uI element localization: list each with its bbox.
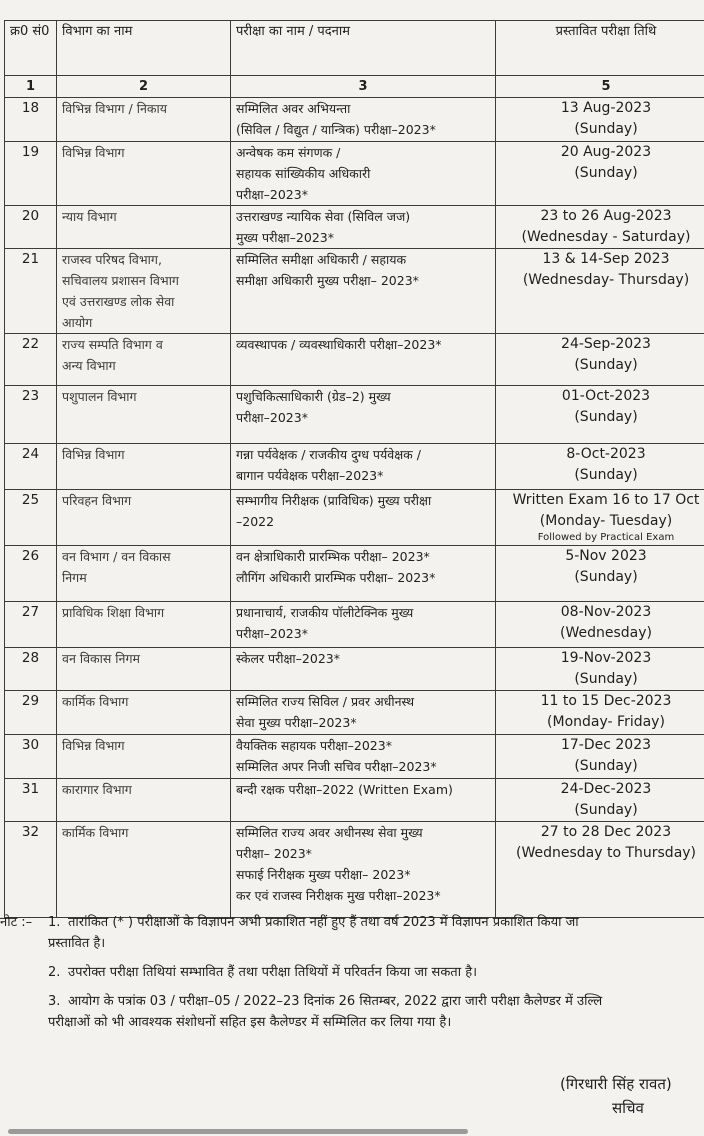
department-cell: [57, 691, 231, 735]
department-cell: [57, 779, 231, 822]
header-exam-name: परीक्षा का नाम / पदनाम: [231, 21, 496, 76]
serial-no-cell: 25: [5, 490, 57, 546]
exam-name-line: सेवा मुख्य परीक्षा–2023*: [236, 715, 357, 730]
department-line: विभिन्न विभाग / निकाय: [62, 101, 167, 116]
serial-no-cell: 28: [5, 648, 57, 691]
exam-date-line: 5-Nov 2023: [565, 548, 647, 564]
exam-name-cell: [231, 334, 496, 386]
exam-date-cell: [496, 386, 704, 444]
department-cell: [57, 98, 231, 142]
department-line: न्याय विभाग: [62, 209, 117, 224]
department-line: प्राविधिक शिक्षा विभाग: [62, 605, 165, 620]
exam-name-line: व्यवस्थापक / व्यवस्थाधिकारी परीक्षा–2023*: [236, 337, 442, 352]
exam-date-line: (Monday- Tuesday): [539, 513, 673, 529]
serial-no-cell: 20: [5, 206, 57, 249]
table-row: [5, 98, 704, 142]
department-cell: [57, 822, 231, 918]
exam-name-line: वन क्षेत्राधिकारी प्रारम्भिक परीक्षा– 2023*: [236, 549, 430, 564]
column-number: 5: [496, 76, 704, 98]
table-row: [5, 444, 704, 490]
table-row: [5, 490, 704, 546]
exam-date-line: 24-Sep-2023: [561, 336, 651, 352]
table-row: [5, 142, 704, 206]
column-number: 3: [231, 76, 496, 98]
header-serial-no: क्र0 सं0: [5, 21, 57, 76]
exam-name-cell: [231, 602, 496, 648]
note-text: प्रस्तावित है।: [48, 936, 106, 951]
department-line: विभिन्न विभाग: [62, 145, 125, 160]
note-number: 2.: [48, 965, 61, 980]
table-row: [5, 602, 704, 648]
table-row: [5, 249, 704, 334]
exam-calendar-table: [4, 20, 704, 918]
exam-date-line: 13 Aug-2023: [560, 100, 652, 116]
exam-date-line: (Monday- Friday): [547, 714, 665, 730]
signature-block: [560, 1072, 672, 1120]
exam-date-line: 20 Aug-2023: [560, 144, 652, 160]
exam-date-line: (Sunday): [574, 467, 638, 483]
exam-date-line: (Sunday): [574, 802, 638, 818]
exam-date-line: (Sunday): [574, 409, 638, 425]
department-line: वन विकास निगम: [62, 651, 140, 666]
department-line: कार्मिक विभाग: [62, 825, 129, 840]
exam-date-cell: [496, 249, 704, 334]
serial-no-cell: 22: [5, 334, 57, 386]
exam-date-line: (Sunday): [574, 357, 638, 373]
exam-date-line: (Sunday): [574, 758, 638, 774]
serial-no-cell: 24: [5, 444, 57, 490]
exam-name-line: (सिविल / विद्युत / यान्त्रिक) परीक्षा–2023*: [236, 122, 436, 137]
exam-name-line: प्रधानाचार्य, राजकीय पॉलीटेक्निक मुख्य: [236, 605, 414, 620]
exam-date-cell: [496, 735, 704, 779]
exam-name-line: बागान पर्यवेक्षक परीक्षा–2023*: [236, 468, 384, 483]
exam-name-line: परीक्षा– 2023*: [236, 846, 312, 861]
exam-date-cell: [496, 691, 704, 735]
exam-date-line: 13 & 14-Sep 2023: [542, 251, 670, 267]
exam-name-cell: [231, 249, 496, 334]
signatory-designation: सचिव: [612, 1099, 644, 1117]
department-line: विभिन्न विभाग: [62, 738, 125, 753]
exam-date-line: (Sunday): [574, 165, 638, 181]
department-cell: [57, 334, 231, 386]
column-number-row: [5, 76, 704, 98]
exam-date-cell: [496, 334, 704, 386]
exam-name-cell: [231, 648, 496, 691]
exam-name-line: सम्मिलित अपर निजी सचिव परीक्षा–2023*: [236, 759, 437, 774]
exam-name-line: परीक्षा–2023*: [236, 187, 308, 202]
serial-no-cell: 19: [5, 142, 57, 206]
exam-name-line: कर एवं राजस्व निरीक्षक मुख परीक्षा–2023*: [236, 888, 441, 903]
serial-no-cell: 23: [5, 386, 57, 444]
exam-date-note: Followed by Practical Exam: [537, 532, 675, 543]
exam-name-cell: [231, 546, 496, 602]
serial-no-cell: 29: [5, 691, 57, 735]
exam-date-line: (Wednesday): [560, 625, 652, 641]
exam-date-line: 08-Nov-2023: [560, 604, 652, 620]
exam-name-cell: [231, 206, 496, 249]
exam-name-line: परीक्षा–2023*: [236, 626, 308, 641]
department-cell: [57, 206, 231, 249]
note-number: 1.: [48, 915, 61, 930]
department-cell: [57, 386, 231, 444]
table-row: [5, 334, 704, 386]
table-row: [5, 691, 704, 735]
exam-name-line: मुख्य परीक्षा–2023*: [236, 230, 334, 245]
signatory-name: (गिरधारी सिंह रावत): [560, 1075, 672, 1093]
exam-date-line: 23 to 26 Aug-2023: [540, 208, 672, 224]
column-number: 2: [57, 76, 231, 98]
serial-no-cell: 27: [5, 602, 57, 648]
exam-name-line: पशुचिकित्साधिकारी (ग्रेड–2) मुख्य: [236, 389, 391, 404]
department-line: वन विभाग / वन विकास: [62, 549, 171, 564]
serial-no-cell: 26: [5, 546, 57, 602]
header-department: विभाग का नाम: [57, 21, 231, 76]
note-item: [0, 912, 704, 954]
header-row: [5, 21, 704, 76]
exam-date-line: 27 to 28 Dec 2023: [540, 824, 672, 840]
department-line: राजस्व परिषद विभाग,: [62, 252, 162, 267]
exam-name-cell: [231, 142, 496, 206]
department-cell: [57, 735, 231, 779]
note-number: 3.: [48, 994, 61, 1009]
note-item: [0, 962, 704, 983]
department-line: निगम: [62, 570, 87, 585]
department-cell: [57, 648, 231, 691]
department-cell: [57, 249, 231, 334]
table-body: [5, 98, 704, 918]
exam-date-line: (Sunday): [574, 671, 638, 687]
exam-date-line: 17-Dec 2023: [560, 737, 652, 753]
serial-no-cell: 21: [5, 249, 57, 334]
exam-name-line: समीक्षा अधिकारी मुख्य परीक्षा– 2023*: [236, 273, 419, 288]
table-row: [5, 206, 704, 249]
department-line: सचिवालय प्रशासन विभाग: [62, 273, 179, 288]
exam-name-line: सहायक सांख्यिकीय अधिकारी: [236, 166, 371, 181]
exam-name-line: परीक्षा–2023*: [236, 410, 308, 425]
exam-name-line: गन्ना पर्यवेक्षक / राजकीय दुग्ध पर्यवेक्षक /: [236, 447, 421, 462]
exam-name-cell: [231, 444, 496, 490]
department-cell: [57, 602, 231, 648]
exam-date-cell: [496, 444, 704, 490]
department-line: पशुपालन विभाग: [62, 389, 137, 404]
department-line: कार्मिक विभाग: [62, 694, 129, 709]
table-row: [5, 386, 704, 444]
department-line: परिवहन विभाग: [62, 493, 132, 508]
exam-date-cell: [496, 546, 704, 602]
exam-name-line: अन्वेषक कम संगणक /: [236, 145, 341, 160]
exam-name-line: स्केलर परीक्षा–2023*: [236, 651, 340, 666]
exam-name-cell: [231, 98, 496, 142]
department-line: राज्य सम्पति विभाग व: [62, 337, 163, 352]
exam-name-line: सम्मिलित राज्य सिविल / प्रवर अधीनस्थ: [236, 694, 415, 709]
table-row: [5, 735, 704, 779]
exam-name-cell: [231, 490, 496, 546]
exam-name-line: बन्दी रक्षक परीक्षा–2022 (Written Exam): [236, 782, 453, 797]
exam-name-line: सफाई निरीक्षक मुख्य परीक्षा– 2023*: [236, 867, 411, 882]
exam-name-line: –2022: [236, 514, 275, 529]
exam-name-line: लौगिंग अधिकारी प्रारम्भिक परीक्षा– 2023*: [236, 570, 436, 585]
exam-date-line: (Wednesday - Saturday): [521, 229, 691, 245]
exam-date-line: (Wednesday to Thursday): [515, 845, 697, 861]
exam-date-line: 8-Oct-2023: [566, 446, 646, 462]
exam-name-line: सम्भागीय निरीक्षक (प्राविधिक) मुख्य परीक्षा: [236, 493, 432, 508]
department-cell: [57, 444, 231, 490]
department-line: एवं उत्तराखण्ड लोक सेवा: [62, 294, 175, 309]
exam-name-line: सम्मिलित राज्य अवर अधीनस्थ सेवा मुख्य: [236, 825, 423, 840]
exam-date-line: Written Exam 16 to 17 Oct: [512, 492, 700, 508]
exam-name-line: उत्तराखण्ड न्यायिक सेवा (सिविल जज): [236, 209, 411, 224]
note-text: परीक्षाओं को भी आवश्यक संशोधनों सहित इस कैलेण्डर में सम्मिलित कर लिया गया है।: [48, 1015, 452, 1030]
exam-name-line: सम्मिलित समीक्षा अधिकारी / सहायक: [236, 252, 407, 267]
exam-date-line: (Wednesday- Thursday): [522, 272, 690, 288]
exam-name-cell: [231, 779, 496, 822]
exam-date-line: 01-Oct-2023: [561, 388, 651, 404]
department-line: विभिन्न विभाग: [62, 447, 125, 462]
exam-date-cell: [496, 142, 704, 206]
exam-date-cell: [496, 779, 704, 822]
exam-date-cell: [496, 648, 704, 691]
note-text: उपरोक्त परीक्षा तिथियां सम्भावित हैं तथा परीक्षा तिथियों में परिवर्तन किया जा सकता है।: [68, 965, 478, 980]
serial-no-cell: 18: [5, 98, 57, 142]
exam-name-line: सम्मिलित अवर अभियन्ता: [236, 101, 351, 116]
exam-date-line: 19-Nov-2023: [560, 650, 652, 666]
department-line: अन्य विभाग: [62, 358, 116, 373]
exam-date-line: 24-Dec-2023: [560, 781, 652, 797]
exam-date-cell: [496, 602, 704, 648]
exam-date-cell: [496, 98, 704, 142]
horizontal-scrollbar[interactable]: [8, 1129, 468, 1134]
serial-no-cell: 30: [5, 735, 57, 779]
column-number: 1: [5, 76, 57, 98]
exam-date-line: (Sunday): [574, 569, 638, 585]
exam-name-cell: [231, 691, 496, 735]
exam-date-line: (Sunday): [574, 121, 638, 137]
serial-no-cell: 32: [5, 822, 57, 918]
department-cell: [57, 142, 231, 206]
table-row: [5, 779, 704, 822]
exam-date-line: 11 to 15 Dec-2023: [540, 693, 672, 709]
header-proposed-date: प्रस्तावित परीक्षा तिथि: [496, 21, 704, 76]
serial-no-cell: 31: [5, 779, 57, 822]
department-cell: [57, 546, 231, 602]
exam-name-line: वैयक्तिक सहायक परीक्षा–2023*: [236, 738, 392, 753]
exam-name-cell: [231, 735, 496, 779]
exam-name-cell: [231, 822, 496, 918]
department-cell: [57, 490, 231, 546]
notes-label: नोट :–: [0, 915, 33, 930]
department-line: कारागार विभाग: [62, 782, 132, 797]
exam-date-cell: [496, 822, 704, 918]
exam-date-cell: [496, 490, 704, 546]
note-item: [0, 991, 704, 1033]
exam-date-cell: [496, 206, 704, 249]
department-line: आयोग: [62, 315, 93, 330]
note-text: आयोग के पत्रांक 03 / परीक्षा–05 / 2022–23 दिनांक 26 सितम्बर, 2022 द्वारा जारी परीक्षा कैलेण्डर में उल्लि: [68, 994, 603, 1009]
table-row: [5, 546, 704, 602]
notes-section: [0, 912, 704, 1033]
table-row: [5, 648, 704, 691]
note-text: तारांकित (* ) परीक्षाओं के विज्ञापन अभी प्रकाशित नहीं हुए हैं तथा वर्ष 2023 में विज्ञापन प्रकाशित किया जा: [68, 915, 579, 930]
table-row: [5, 822, 704, 918]
exam-name-cell: [231, 386, 496, 444]
